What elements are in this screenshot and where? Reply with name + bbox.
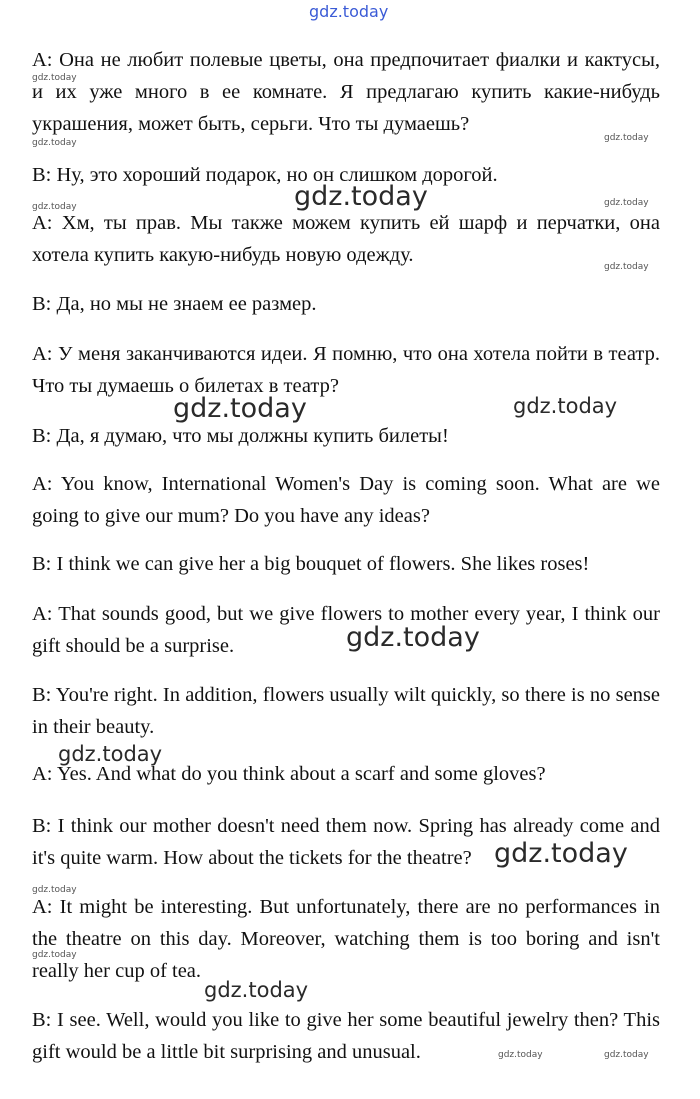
dialogue-line: B: You're right. In addition, flowers usually wilt quickly, so there is no sense in their beauty. [32, 684, 660, 738]
dialogue-line: A: That sounds good, but we give flowers to mother every year, I think our gift should be a surprise. [32, 603, 660, 657]
dialogue-line: A: У меня заканчиваются идеи. Я помню, что она хотела пойти в театр. Что ты думаешь о билетах в театр? [32, 343, 660, 397]
watermark: gdz.today [604, 1050, 649, 1060]
watermark: gdz.today [32, 73, 77, 83]
dialogue-line: A: You know, International Women's Day is coming soon. What are we going to give our mum? Do you have any ideas? [32, 473, 660, 527]
watermark: gdz.today [604, 198, 649, 208]
dialogue-line: A: Хм, ты прав. Мы также можем купить ей шарф и перчатки, она хотела купить какую-нибудь новую одежду. [32, 212, 660, 266]
dialogue-line: A: Она не любит полевые цветы, она предпочитает фиалки и кактусы, и их уже много в ее комнате. Я предлагаю купить какие-нибудь украшения, может быть, серьги. Что ты думаешь? [32, 49, 660, 135]
dialogue-line: B: Да, но мы не знаем ее размер. [32, 293, 317, 315]
watermark: gdz.today [173, 393, 307, 424]
watermark: gdz.today [294, 181, 428, 212]
watermark: gdz.today [498, 1050, 543, 1060]
watermark: gdz.today [32, 138, 77, 148]
watermark: gdz.today [604, 262, 649, 272]
dialogue-line: B: I think our mother doesn't need them now. Spring has already come and it's quite warm. How about the tickets for the theatre? [32, 815, 660, 869]
dialogue-line: A: Yes. And what do you think about a scarf and some gloves? [32, 763, 546, 785]
watermark: gdz.today [58, 742, 163, 766]
watermark: gdz.today [513, 394, 618, 418]
watermark-top: gdz.today [309, 2, 389, 21]
watermark: gdz.today [346, 622, 480, 653]
dialogue-line: B: Да, я думаю, что мы должны купить билеты! [32, 425, 449, 447]
watermark: gdz.today [32, 950, 77, 960]
watermark: gdz.today [32, 202, 77, 212]
watermark: gdz.today [604, 133, 649, 143]
watermark: gdz.today [494, 838, 628, 869]
dialogue-line: B: Ну, это хороший подарок, но он слишком дорогой. [32, 164, 498, 186]
dialogue-line: A: It might be interesting. But unfortunately, there are no performances in the theatre on this day. Moreover, watching them is too boring and isn't really her cup of tea. [32, 896, 660, 982]
dialogue-line: B: I see. Well, would you like to give her some beautiful jewelry then? This gift would be a little bit surprising and unusual. [32, 1009, 660, 1063]
dialogue-line: B: I think we can give her a big bouquet of flowers. She likes roses! [32, 553, 590, 575]
watermark: gdz.today [32, 885, 77, 895]
watermark: gdz.today [204, 978, 309, 1002]
